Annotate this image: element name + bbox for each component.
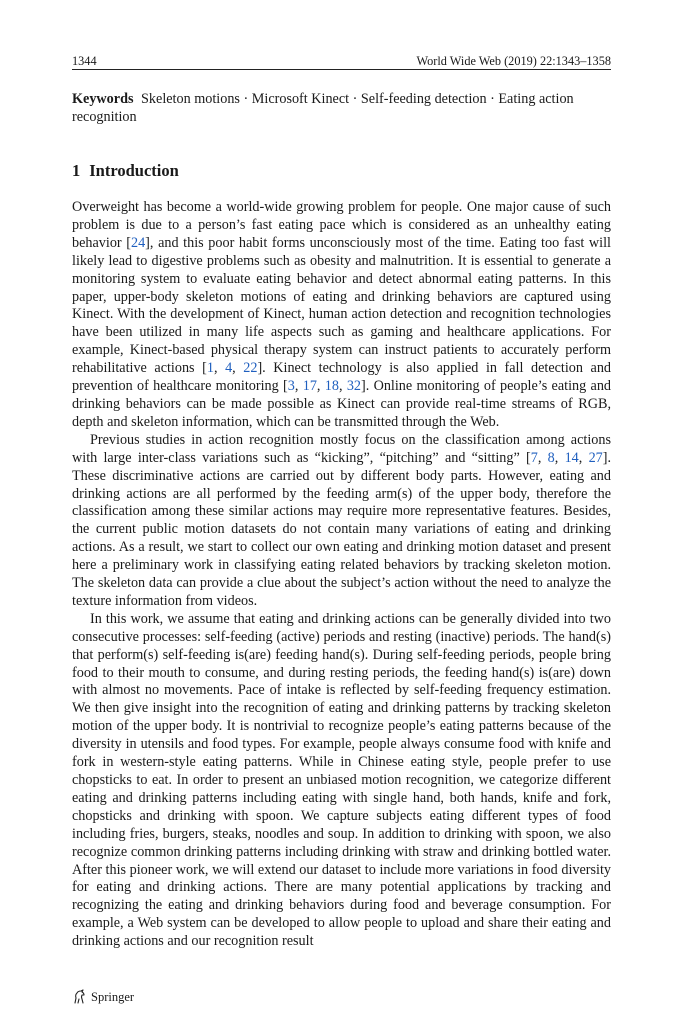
citation-link[interactable]: 17: [302, 378, 317, 395]
keywords-label: Keywords: [72, 91, 134, 107]
section-number: 1: [72, 161, 81, 180]
section-heading: [72, 161, 179, 181]
publisher-name: Springer: [91, 990, 135, 1004]
paragraph-text: ,: [338, 378, 347, 395]
header-rule: [72, 69, 611, 70]
paragraph-text: ,: [554, 449, 565, 466]
body-text: [72, 199, 611, 951]
page-number: 1344: [72, 54, 97, 68]
paragraph-text: ,: [213, 360, 226, 377]
citation-link[interactable]: 4: [225, 360, 233, 377]
paragraph-text: ,: [316, 378, 325, 395]
citation-link[interactable]: 18: [324, 378, 339, 395]
keywords-block: [72, 90, 611, 126]
paragraph-text: ,: [232, 360, 244, 377]
paragraph-text: In this work, we assume that eating and drinking actions can be generally divided into two consecutive processes: self-feeding (active) periods and resting (inactive) periods. The hand(s) that perform(s) self-feeding is(are) feeding hand(s). During self-feeding periods, people bring food to their mouth to consume, and during resting periods, the feeding hand(s) is(are) down with almost no movements. Pace of intake is reflected by self-feeding frequency estimation. We then give insight into the recognition of eating and drinking patterns by tracking skeleton motion of the upper body. It is nontrivial to recognize people’s eating patterns because of the diversity in utensils and food types. For example, people always consume food with knife and fork in western-style eating patterns. While in Chinese eating style, people prefer to use chopsticks to eat. In order to present an unbiased motion recognition, we categorize different eating and drinking patterns including eating with single hand, both hands, knife and fork, chopsticks and drinking with spoon. We capture subjects eating different types of food including fries, burgers, steaks, noodles and soup. In addition to drinking with spoon, we also recognize common drinking patterns including drinking with straw and drinking bottled water. After this pioneer work, we will extend our dataset to include more variations in food diversity for eating and drinking actions. There are many potential applications by tracking and recognizing the eating and drinking behaviors during food and beverage consumption. For example, a Web system can be developed to allow people to upload and share their eating and drinking actions and our recognition result: [72, 610, 611, 950]
citation-link[interactable]: 8: [547, 449, 555, 466]
paragraph: [72, 199, 611, 432]
paragraph: [72, 432, 611, 611]
paragraph-text: ,: [578, 449, 589, 466]
journal-citation: World Wide Web (2019) 22:1343–1358: [416, 54, 611, 68]
paragraph-text: ]. Kinect technology is also applied in fall detection and prevention of healthcare monitoring [: [72, 360, 612, 395]
page-footer: [72, 989, 134, 1005]
keywords-text: Skeleton motions · Microsoft Kinect · Self-feeding detection · Eating action recognition: [72, 91, 574, 125]
citation-link[interactable]: 32: [346, 378, 361, 395]
paragraph-text: ,: [294, 378, 303, 395]
citation-link[interactable]: 24: [130, 234, 146, 251]
running-header: [72, 52, 611, 70]
paragraph: [72, 611, 611, 951]
paragraph-text: ]. These discriminative actions are carried out by different body parts. However, eating and drinking actions are all performed by the feeding arm(s) of the upper body, therefore the classification among these similar actions may require more representative features. Besides, the current public motion datasets do not contain many variations of eating and drinking actions. As a result, we start to collect our own eating and drinking motion dataset and present here a preliminary work in classifying eating related behaviors by tracking skeleton motion. The skeleton data can provide a clue about the subject’s action without the need to analyze the texture information from videos.: [72, 449, 612, 609]
springer-horse-icon: [72, 989, 88, 1005]
citation-link[interactable]: 27: [588, 449, 603, 466]
citation-link[interactable]: 22: [243, 360, 258, 377]
section-title: Introduction: [89, 161, 179, 180]
citation-link[interactable]: 3: [287, 378, 295, 395]
citation-link[interactable]: 14: [564, 449, 579, 466]
paragraph-text: ,: [537, 449, 548, 466]
paragraph-text: ], and this poor habit forms unconsciously most of the time. Eating too fast will likely lead to digestive problems such as obesity and malnutrition. It is essential to generate a monitoring system to evaluate eating behavior and detect abnormal eating patterns. In this paper, upper-body skeleton motions of eating and drinking behaviors are captured using Kinect. With the development of Kinect, human action detection and recognition technologies have been utilized in many life aspects such as gaming and healthcare applications. For example, Kinect-based physical therapy system can instruct patients to accurately perform rehabilitative actions [: [72, 234, 611, 377]
citation-link[interactable]: 1: [206, 360, 214, 377]
paragraph-text: Overweight has become a world-wide growing problem for people. One major cause of such problem is due to a person’s fast eating pace which is considered as an unhealthy eating behavior [: [72, 199, 611, 251]
paragraph-text: Previous studies in action recognition mostly focus on the classification among actions with large inter-class variations such as “kicking”, “pitching” and “sitting” [: [72, 431, 611, 466]
paragraph-text: ]. Online monitoring of people’s eating and drinking behaviors can be made possible as Kinect can provide real-time streams of RGB, depth and skeleton information, which can be transmitted through the Web.: [72, 378, 612, 430]
citation-link[interactable]: 7: [530, 449, 538, 466]
